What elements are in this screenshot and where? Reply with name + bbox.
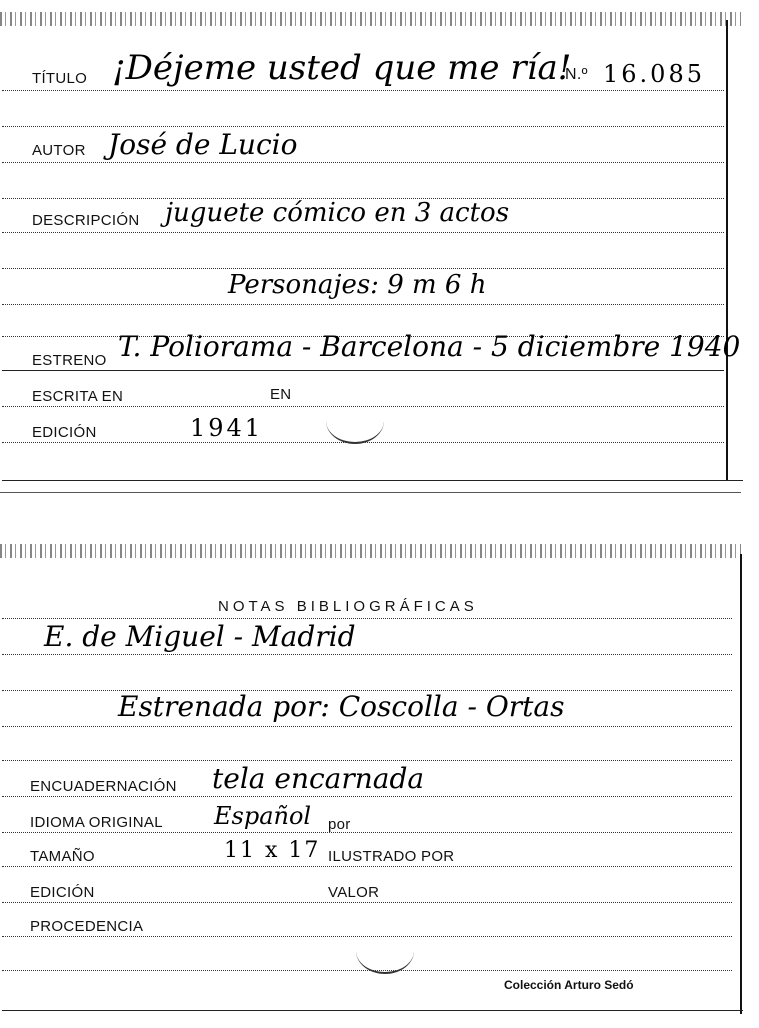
descripcion-value: juguete cómico en 3 actos xyxy=(165,198,510,228)
estreno-label: ESTRENO xyxy=(32,352,107,369)
numero-label: N.º xyxy=(565,66,588,83)
rule-edicion-2 xyxy=(2,902,732,903)
rule xyxy=(2,760,732,761)
nota-2: Estrenada por: Coscolla - Ortas xyxy=(118,690,565,723)
rule-tamano xyxy=(2,866,732,867)
autor-value: José de Lucio xyxy=(108,128,298,161)
nota-1: E. de Miguel - Madrid xyxy=(44,620,356,653)
rule-descripcion xyxy=(2,232,724,233)
personajes-value: Personajes: 9 m 6 h xyxy=(228,270,487,300)
rule xyxy=(2,970,732,971)
edicion-value: 1941 xyxy=(190,414,264,442)
card-separator xyxy=(0,492,741,493)
rule-titulo xyxy=(2,90,724,91)
rule xyxy=(2,618,732,619)
edicion-label-2: EDICIÓN xyxy=(30,884,95,901)
rule xyxy=(2,268,724,269)
valor-label: VALOR xyxy=(328,884,380,901)
ilustrado-label: ILUSTRADO POR xyxy=(328,848,455,865)
autor-label: AUTOR xyxy=(32,142,86,159)
idioma-value: Español xyxy=(214,802,312,830)
encuadernacion-value: tela encarnada xyxy=(212,762,425,795)
titulo-value: ¡Déjeme usted que me ría! xyxy=(112,48,572,88)
idioma-label: IDIOMA ORIGINAL xyxy=(30,814,163,831)
edicion-label: EDICIÓN xyxy=(32,424,97,441)
rule xyxy=(2,304,724,305)
rule xyxy=(2,654,732,655)
tamano-value: 11 x 17 xyxy=(224,838,321,863)
titulo-label: TÍTULO xyxy=(32,70,88,87)
encuadernacion-label: ENCUADERNACIÓN xyxy=(30,778,177,795)
rule-encuadernacion xyxy=(2,796,732,797)
procedencia-label: PROCEDENCIA xyxy=(30,918,144,935)
catalog-card-back xyxy=(0,540,741,1028)
numero-value: 16.085 xyxy=(603,60,705,88)
rule xyxy=(2,726,732,727)
descripcion-label: DESCRIPCIÓN xyxy=(32,212,140,229)
rule-autor xyxy=(2,162,724,163)
estreno-value: T. Poliorama - Barcelona - 5 diciembre 1940 xyxy=(118,330,741,363)
rule xyxy=(2,126,724,127)
en-label: EN xyxy=(270,386,292,403)
rule-idioma xyxy=(2,832,732,833)
punch-hole-2 xyxy=(356,928,414,974)
notas-title: NOTAS BIBLIOGRÁFICAS xyxy=(218,598,478,615)
punch-hole xyxy=(326,398,384,444)
card-bottom-edge-2 xyxy=(2,1010,743,1011)
por-label: por xyxy=(328,816,351,833)
coleccion-credit: Colección Arturo Sedó xyxy=(504,978,634,992)
catalog-card-front xyxy=(0,0,741,490)
card-bottom-edge xyxy=(2,480,743,481)
rule-estreno xyxy=(2,370,724,371)
escrita-label: ESCRITA EN xyxy=(32,388,124,405)
tamano-label: TAMAÑO xyxy=(30,848,95,865)
